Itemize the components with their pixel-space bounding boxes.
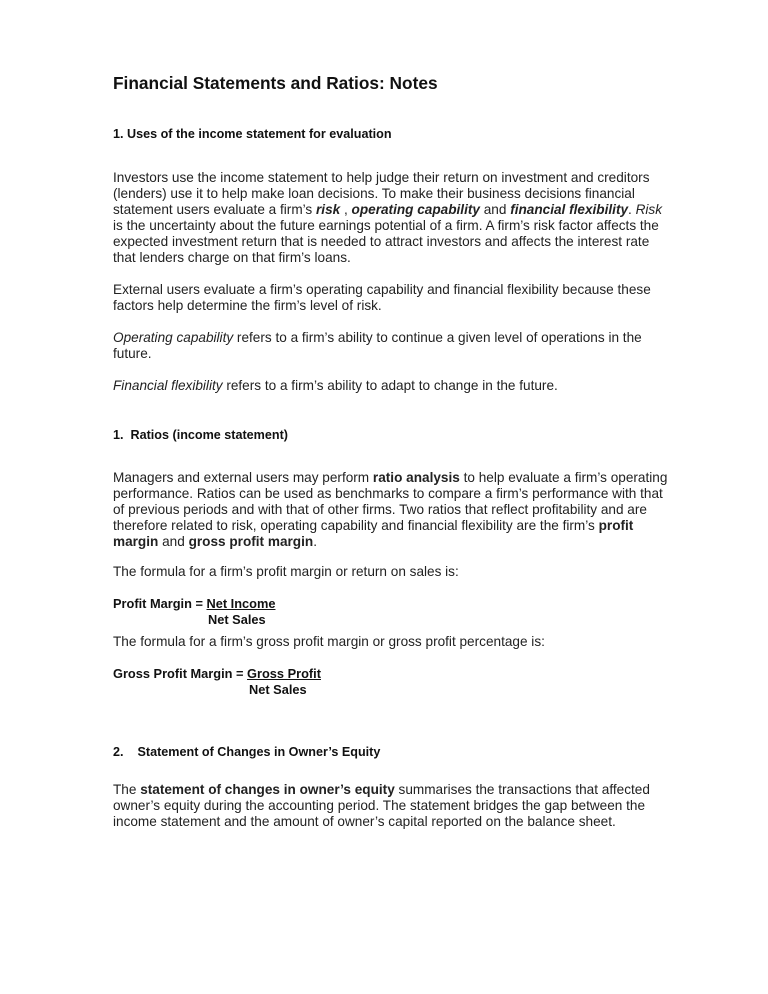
- section-heading-uses-of-income-statement: 1. Uses of the income statement for evaluation: [113, 127, 392, 141]
- text: and: [158, 534, 189, 549]
- heading-number: 2.: [113, 745, 124, 759]
- paragraph-owners-equity: [113, 782, 673, 830]
- section-heading-ratios: [113, 428, 288, 442]
- term-profit-margin: profit margin: [113, 518, 634, 549]
- formula-denominator: Net Sales: [208, 612, 266, 627]
- document-title: Financial Statements and Ratios: Notes: [113, 73, 438, 93]
- formula-lhs: Gross Profit Margin =: [113, 666, 248, 681]
- paragraph-external-users: External users evaluate a firm’s operating capability and financial flexibility because these factors help determine the firm’s level of risk.: [113, 282, 651, 313]
- text: summarises the transactions that affected owner’s equity during the accounting period. The statement bridges the gap between the income statement and the amount of owner’s capital reported on the balance sheet.: [113, 782, 650, 829]
- paragraph-financial-flexibility: [113, 378, 673, 394]
- section-heading-owners-equity: [113, 745, 380, 759]
- formula-numerator: Gross Profit: [247, 666, 321, 681]
- term-risk-italic: Risk: [635, 202, 663, 217]
- formula-denominator: Net Sales: [249, 682, 307, 697]
- text: refers to a firm’s ability to continue a given level of operations in the future.: [113, 330, 642, 361]
- paragraph-gross-profit-formula-intro: The formula for a firm’s gross profit margin or gross profit percentage is:: [113, 634, 545, 649]
- text: Investors use the income statement to help judge their return on investment and creditors (lenders) use it to help make loan decisions. To make their business decisions financial statement users evaluate a firm’s: [113, 170, 650, 217]
- paragraph-operating-capability: [113, 330, 673, 362]
- text: Managers and external users may perform: [113, 470, 373, 485]
- text: The: [113, 782, 141, 797]
- term-operating-capability-def: Operating capability: [113, 330, 234, 345]
- term-risk: risk: [316, 202, 341, 217]
- term-financial-flexibility: financial flexibility: [510, 202, 629, 217]
- term-financial-flexibility-def: Financial flexibility: [113, 378, 223, 393]
- text: refers to a firm’s ability to adapt to change in the future.: [222, 378, 558, 393]
- term-operating-capability: operating capability: [351, 202, 480, 217]
- heading-number: 1.: [113, 428, 124, 442]
- text: .: [313, 534, 317, 549]
- term-gross-profit-margin: gross profit margin: [188, 534, 314, 549]
- paragraph-profit-margin-formula-intro: The formula for a firm’s profit margin or return on sales is:: [113, 564, 459, 579]
- text: is the uncertainty about the future earnings potential of a firm. A firm’s risk factor affects the expected investment return that is needed to attract investors and affects the interest rate that lenders charge on that firm’s loans.: [113, 218, 659, 265]
- formula-lhs: Profit Margin =: [113, 596, 207, 611]
- text: ,: [340, 202, 352, 217]
- heading-text: Statement of Changes in Owner’s Equity: [137, 745, 381, 759]
- paragraph-investors: [113, 170, 673, 266]
- text: .: [628, 202, 636, 217]
- heading-text: Ratios (income statement): [130, 428, 288, 442]
- paragraph-ratio-analysis: [113, 470, 673, 550]
- formula-gross-profit-margin: [113, 666, 321, 697]
- formula-numerator: Net Income: [206, 596, 276, 611]
- text: and: [479, 202, 511, 217]
- term-ratio-analysis: ratio analysis: [372, 470, 460, 485]
- term-statement-of-changes: statement of changes in owner’s equity: [140, 782, 395, 797]
- text: to help evaluate a firm’s operating performance. Ratios can be used as benchmarks to compare a firm’s performance with that of previous periods and with that of other firms. Two ratios that reflect profitability and are therefore related to risk, operating capability and financial flexibility are the firm’s: [113, 470, 668, 533]
- formula-profit-margin: [113, 596, 276, 627]
